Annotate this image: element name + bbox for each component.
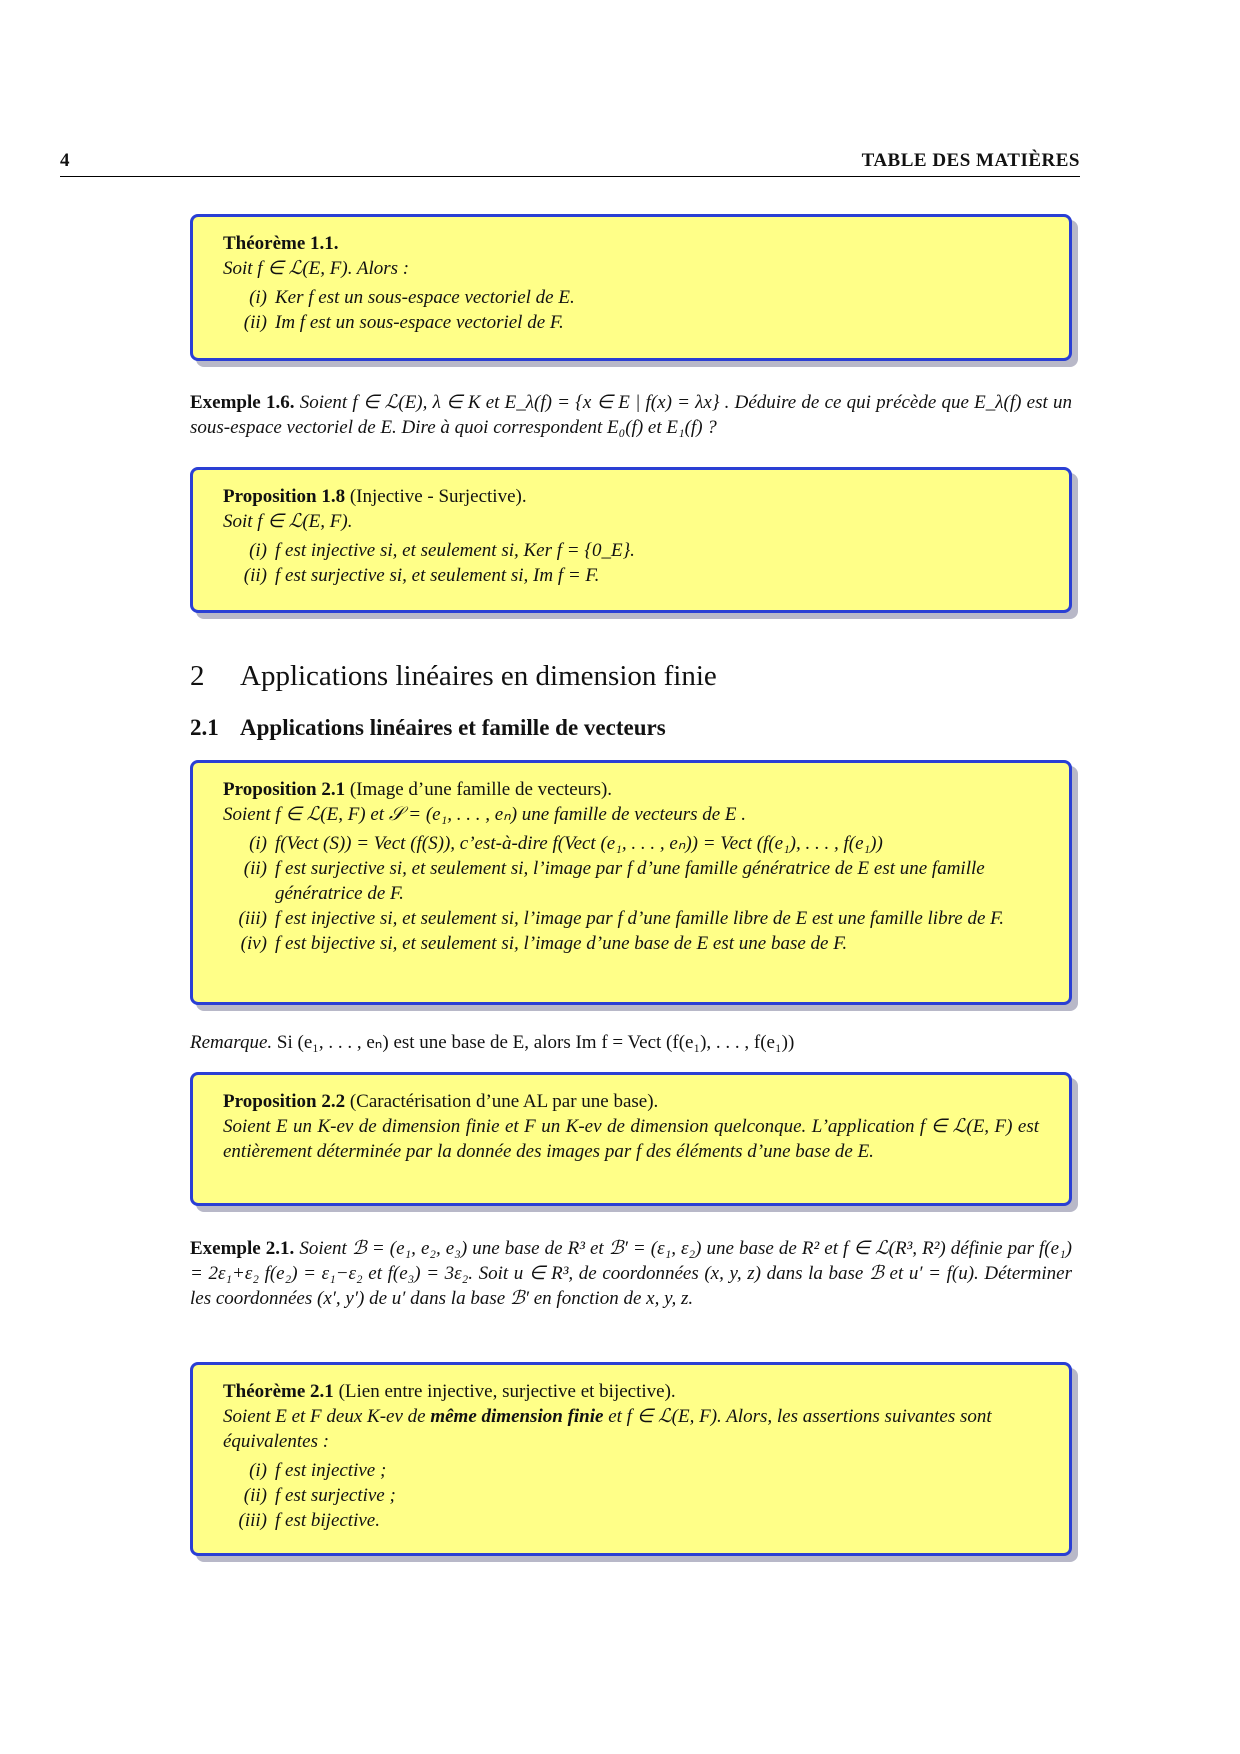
theorem-statement: Soit f ∈ ℒ(E, F). Alors : — [223, 258, 410, 279]
remark-text: Si (e₁, . . . , eₙ) est une base de E, alors Im f = Vect (f(e₁), . . . , f(e₁)) — [276, 1032, 795, 1053]
example-1-6 — [190, 390, 1072, 440]
proposition-statement: Soient E un K-ev de dimension finie et F un K-ev de dimension quelconque. L’application f ∈ ℒ(E, F) est entièrement déterminée par la donnée des images par f des éléments d’une base de E. — [223, 1116, 1039, 1162]
proposition-1-8-box — [190, 467, 1072, 613]
example-text: Soient f ∈ ℒ(E), λ ∈ K et E_λ(f) = {x ∈ E | f(x) = λx} . Déduire de ce qui précède que E_λ(f) est un sous-espace vectoriel de E. Dire à quoi correspondent E₀(f) et E₁(f) ? — [190, 392, 1073, 438]
proposition-label: Proposition 2.1 — [223, 779, 346, 800]
theorem-label: Théorème 1.1. — [223, 233, 339, 254]
list-item: (i) f est injective ; — [249, 1460, 387, 1481]
proposition-2-2-box — [190, 1072, 1072, 1206]
list-item: (i) f est injective si, et seulement si, Ker f = {0_E}. — [249, 540, 635, 561]
proposition-subtitle: (Image d’une famille de vecteurs). — [349, 779, 613, 800]
proposition-2-1-box — [190, 760, 1072, 1005]
list-item: (iii) f est injective si, et seulement si, l’image par f d’une famille libre de E est une famille libre de F. — [238, 908, 1005, 929]
example-label: Exemple 2.1. — [190, 1238, 295, 1259]
example-label: Exemple 1.6. — [190, 392, 295, 413]
list-item: (iv) f est bijective si, et seulement si, l’image d’une base de E est une base de F. — [240, 933, 848, 954]
proposition-subtitle: (Injective - Surjective). — [349, 486, 527, 507]
theorem-2-1-box — [190, 1362, 1072, 1556]
proposition-label: Proposition 1.8 — [223, 486, 346, 507]
remark — [190, 1030, 1072, 1055]
list-item: (ii) Im f est un sous-espace vectoriel de F. — [243, 312, 564, 333]
running-title: TABLE DES MATIÈRES — [861, 150, 1080, 171]
remark-label: Remarque. — [190, 1032, 273, 1053]
list-item: (iii) f est bijective. — [238, 1510, 380, 1531]
section-heading: 2 Applications linéaires en dimension finie — [190, 660, 717, 692]
list-item: (i) Ker f est un sous-espace vectoriel de E. — [249, 287, 575, 308]
list-item: (ii) f est surjective si, et seulement si, Im f = F. — [243, 565, 600, 586]
page-number: 4 — [60, 150, 70, 171]
example-2-1 — [190, 1236, 1072, 1311]
theorem-label: Théorème 2.1 — [223, 1381, 334, 1402]
theorem-statement: Soient E et F deux K-ev de même dimension finie et f ∈ ℒ(E, F). Alors, les assertions suivantes sont équivalentes : — [223, 1406, 992, 1452]
theorem-items — [223, 285, 1039, 335]
proposition-subtitle: (Caractérisation d’une AL par une base). — [349, 1091, 659, 1112]
theorem-1-1-box — [190, 214, 1072, 361]
running-head — [60, 150, 1080, 177]
list-item: (i) f(Vect (S)) = Vect (f(S)), c’est-à-dire f(Vect (e₁, . . . , eₙ)) = Vect (f(e₁), . . . , f(e₁)) — [249, 833, 883, 854]
subsection-heading: 2.1 Applications linéaires et famille de vecteurs — [190, 715, 666, 740]
proposition-statement: Soient f ∈ ℒ(E, F) et 𝒮 = (e₁, . . . , eₙ) une famille de vecteurs de E . — [223, 804, 747, 825]
list-item: (ii) f est surjective ; — [243, 1485, 396, 1506]
proposition-label: Proposition 2.2 — [223, 1091, 346, 1112]
example-text: Soient ℬ = (e₁, e₂, e₃) une base de R³ et ℬ′ = (ε₁, ε₂) une base de R² et f ∈ ℒ(R³, R²) définie par f(e₁) = 2ε₁+ε₂ f(e₂) = ε₁−ε₂ et f(e₃) = 3ε₂. Soit u ∈ R³, de coordonnées (x, y, z) dans la base ℬ et u′ = f(u). Déterminer les coordonnées (x′, y′) de u′ dans la base ℬ′ en fonction de x, y, z. — [190, 1238, 1072, 1309]
list-item: (ii) f est surjective si, et seulement si, l’image par f d’une famille génératrice de E est une famille génératrice de F. — [243, 858, 985, 904]
proposition-statement: Soit f ∈ ℒ(E, F). — [223, 511, 353, 532]
theorem-subtitle: (Lien entre injective, surjective et bijective). — [338, 1381, 676, 1402]
